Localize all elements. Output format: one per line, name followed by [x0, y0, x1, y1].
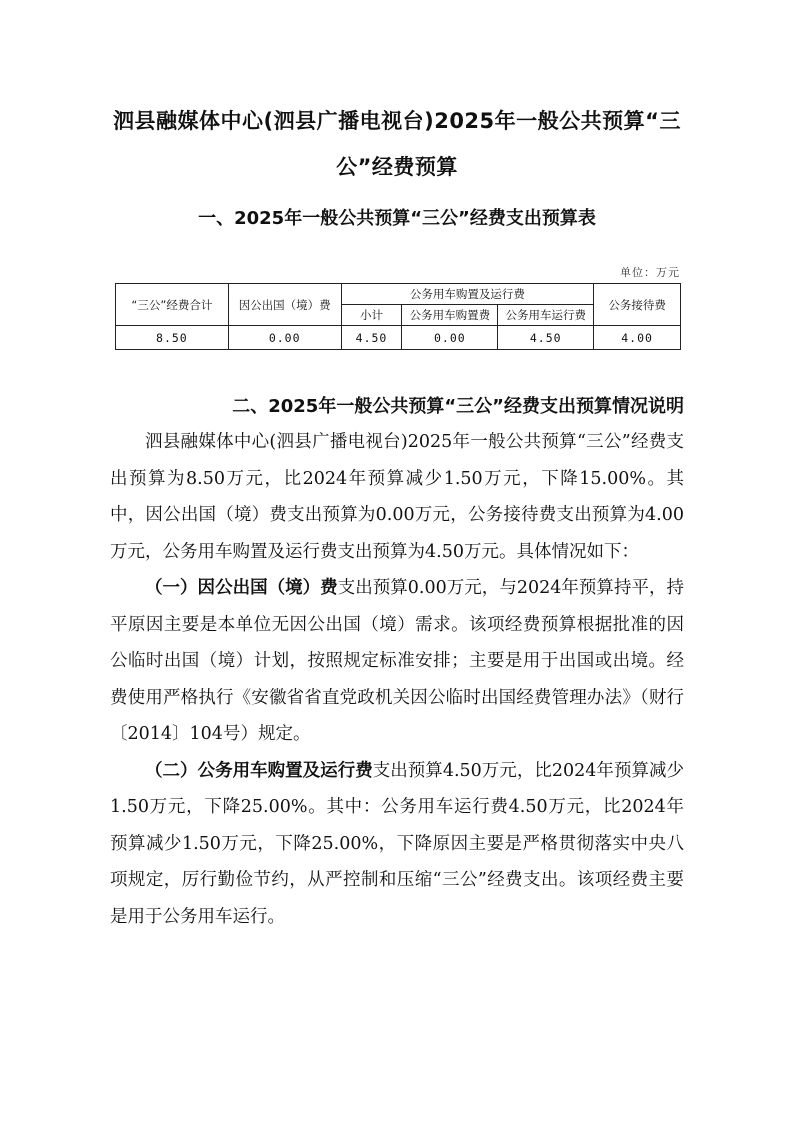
cell-reception: 4.00 [594, 326, 681, 350]
paragraph-abroad-heading: （一）因公出国（境）费 [145, 578, 338, 598]
paragraph-abroad [110, 570, 684, 753]
table-row [116, 326, 681, 350]
section-2-title: 二、2025年一般公共预算“三公”经费支出预算情况说明 [232, 396, 684, 417]
header-operation: 公务用车运行费 [498, 305, 594, 326]
cell-subtotal: 4.50 [341, 326, 402, 350]
paragraph-abroad-text: 支出预算0.00万元，与2024年预算持平，持平原因主要是本单位无因公出国（境）需求。该项经费预算根据批准的因公临时出国（境）计划，按照规定标准安排；主要是用于出国或出境。经费使用严格执行《安徽省省直党政机关因公临时出国经费管理办法》（财行〔2014〕104号）规定。 [110, 578, 684, 744]
document-title: 泗县融媒体中心(泗县广播电视台)2025年一般公共预算“三公”经费预算 [113, 109, 681, 179]
paragraph-vehicle-text: 支出预算4.50万元，比2024年预算减少1.50万元，下降25.00%。其中：公务用车运行费4.50万元，比2024年预算减少1.50万元，下降25.00%，下降原因主要是严格贯彻落实中央八项规定，厉行勤俭节约，从严控制和压缩“三公”经费支出。该项经费主要是用于公务用车运行。 [110, 760, 685, 927]
header-subtotal: 小计 [341, 305, 402, 326]
cell-abroad: 0.00 [228, 326, 341, 350]
paragraph-vehicle-heading: （二）公务用车购置及运行费 [145, 760, 373, 781]
body-text [110, 424, 684, 935]
header-total: “三公”经费合计 [116, 284, 229, 326]
cell-purchase: 0.00 [402, 326, 498, 350]
unit-label: 单位：万元 [620, 266, 680, 279]
section-1-title: 一、2025年一般公共预算“三公”经费支出预算表 [198, 208, 596, 229]
paragraph-vehicle [110, 753, 684, 936]
cell-operation: 4.50 [498, 326, 594, 350]
paragraph-overview: 泗县融媒体中心(泗县广播电视台)2025年一般公共预算“三公”经费支出预算为8.50万元，比2024年预算减少1.50万元，下降15.00%。其中，因公出国（境）费支出预算为0.00万元，公务接待费支出预算为4.00万元，公务用车购置及运行费支出预算为4.50万元。具体情况如下： [110, 432, 684, 562]
header-vehicle-group: 公务用车购置及运行费 [341, 284, 594, 305]
header-abroad: 因公出国（境）费 [228, 284, 341, 326]
cell-total: 8.50 [116, 326, 229, 350]
header-purchase: 公务用车购置费 [402, 305, 498, 326]
three-public-budget-table [115, 283, 681, 350]
header-reception: 公务接待费 [594, 284, 681, 326]
